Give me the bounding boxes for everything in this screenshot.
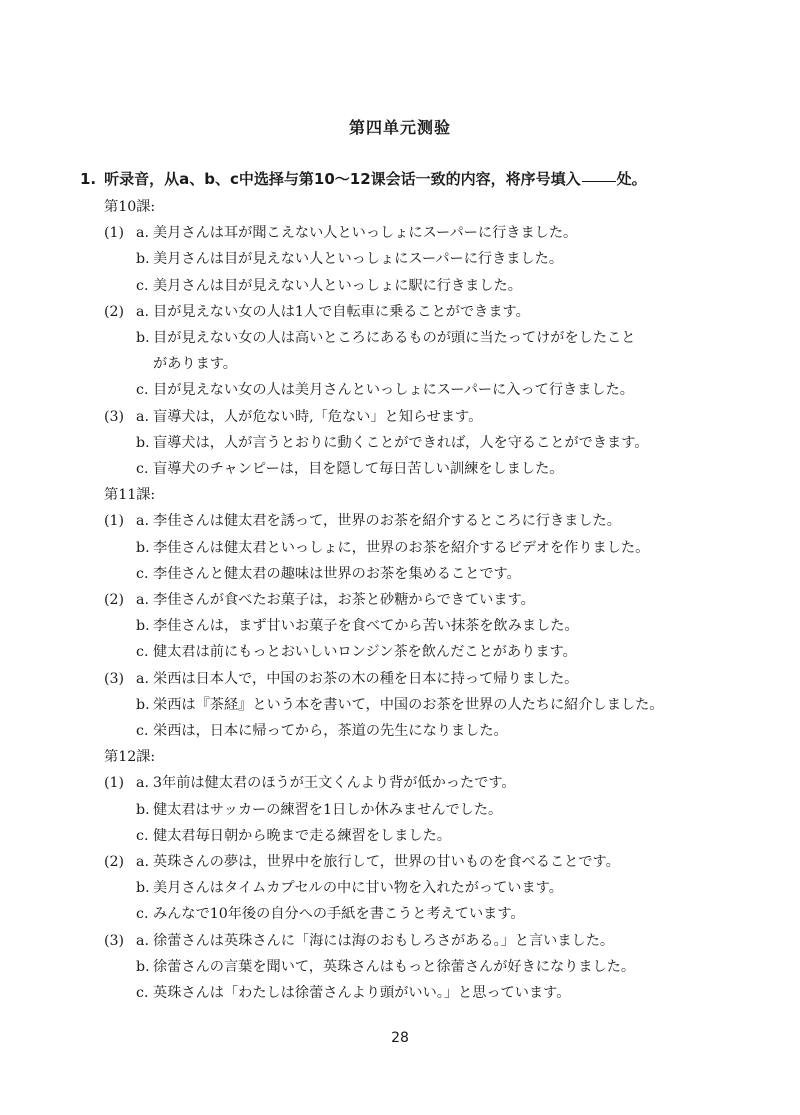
question-item: [0, 770, 800, 796]
option-line: [136, 797, 502, 823]
option-letter: c.: [136, 827, 149, 844]
option-letter: c.: [136, 461, 149, 477]
lesson-label: 第10課:: [104, 199, 156, 215]
option-line: [136, 823, 451, 849]
sub-question-number: (2): [104, 854, 125, 870]
option-text: 美月さんはタイムカプセルの中に甘い物を入れたがっています。: [153, 880, 563, 897]
option-text-continuation: があります。: [153, 356, 237, 373]
option-letter: a.: [136, 775, 149, 792]
question-item: [0, 404, 800, 430]
option-text: 李佳さんは健太君といっしょに，世界のお茶を紹介するビデオを作りました。: [153, 539, 650, 556]
option-letter: b.: [136, 801, 150, 818]
option-letter: a.: [136, 670, 149, 687]
sub-question-number: (1): [104, 225, 125, 242]
option-letter: b.: [136, 696, 150, 713]
option-text: みんなで10年後の自分への手紙を書こうと考えています。: [153, 906, 525, 923]
option-letter: c.: [136, 644, 149, 661]
option-text: 徐蕾さんの言葉を聞いて，英珠さんはもっと徐蕾さんが好きになりました。: [153, 958, 636, 975]
option-letter: c.: [136, 565, 149, 582]
option-line: [136, 639, 577, 665]
option-text: 徐蕾さんは英珠さんに「海には海のおもしろさがある。」と言いました。: [153, 932, 615, 949]
question-item: [0, 849, 800, 875]
question-item: [0, 587, 800, 613]
option-letter: a.: [136, 225, 149, 242]
question-item: [0, 220, 800, 246]
instruction-text: 听录音，从a、b、c中选择与第10～12课会话一致的内容，将序号填入: [104, 170, 581, 188]
option-line: [136, 561, 521, 587]
question-instruction: [80, 168, 770, 190]
question-item: [0, 928, 800, 954]
option-letter: b.: [136, 330, 150, 346]
option-text: 李佳さんと健太君の趣味は世界のお茶を集めることです。: [153, 565, 521, 582]
option-letter: c.: [136, 382, 149, 399]
sub-question-number: (3): [104, 670, 125, 687]
question-item: [0, 508, 800, 534]
option-line: [136, 718, 508, 744]
sub-question-number: (1): [104, 513, 125, 530]
option-text: 健太君毎日朝から晩まで走る練習をしました。: [153, 827, 451, 844]
question-number: 1.: [80, 170, 97, 188]
option-text: 盲導犬のチャンピーは，目を隠して毎日苦しい訓練をしました。: [153, 461, 564, 477]
option-text: 目が見えない女の人は高いところにあるものが頭に当たってけがをしたこと: [153, 330, 636, 346]
page-title: 第四单元测验: [348, 118, 451, 137]
option-line: [136, 273, 522, 299]
option-text: 健太君はサッカーの練習を1日しか休みませんでした。: [153, 801, 503, 818]
option-letter: b.: [136, 434, 150, 451]
option-text: 健太君は前にもっとおいしいロンジン茶を飲んだことがあります。: [153, 644, 577, 661]
option-text: 栄西は，日本に帰ってから，茶道の先生になりました。: [153, 723, 508, 739]
option-line: [136, 299, 530, 325]
lesson-label: 第12課:: [104, 749, 156, 766]
option-text: 英珠さんは「わたしは徐蕾さんより頭がいい。」と思っています。: [153, 985, 571, 1001]
option-line: [136, 246, 563, 272]
option-line: [136, 875, 563, 901]
option-text: 美月さんは目が見えない人といっしょにスーパーに行きました。: [153, 251, 564, 268]
option-line: [136, 954, 635, 980]
option-letter: b.: [136, 539, 150, 556]
option-letter: a.: [136, 303, 149, 320]
option-letter: b.: [136, 958, 150, 975]
option-line: [136, 613, 579, 639]
option-letter: c.: [136, 906, 149, 923]
option-letter: a.: [136, 854, 149, 870]
option-text: 李佳さんは健太君を誘って，世界のお茶を紹介するところに行きました。: [153, 513, 621, 530]
option-letter: a.: [136, 513, 149, 530]
option-line: [136, 404, 482, 430]
option-text: 目が見えない女の人は美月さんといっしょにスーパーに入って行きました。: [153, 382, 634, 399]
option-letter: a.: [136, 932, 149, 949]
option-text: 美月さんは耳が聞こえない人といっしょにスーパーに行きました。: [153, 225, 578, 242]
instruction-text-end: 处。: [616, 170, 647, 188]
option-letter: b.: [136, 251, 150, 268]
option-letter: b.: [136, 880, 150, 897]
option-line: [136, 587, 535, 613]
answer-blank: [582, 180, 616, 182]
sub-question-number: (2): [104, 303, 125, 320]
option-text: 美月さんは目が見えない人といっしょに駅に行きました。: [153, 277, 522, 294]
option-line: [136, 901, 525, 927]
sub-question-number: (2): [104, 592, 125, 608]
option-line: [136, 377, 634, 403]
option-line: [136, 325, 635, 351]
option-letter: c.: [136, 985, 149, 1001]
option-text: 栄西は『茶経』という本を書いて，中国のお茶を世界の人たちに紹介しました。: [153, 696, 664, 713]
question-item: [0, 299, 800, 325]
option-line: [136, 456, 563, 482]
option-text: 盲導犬は，人が危ない時,「危ない」と知らせます。: [153, 408, 483, 425]
option-letter: c.: [136, 723, 149, 739]
sub-question-number: (3): [104, 932, 125, 949]
option-line: [136, 508, 621, 534]
option-text: 3年前は健太君のほうが王文くんより背が低かったです。: [153, 775, 516, 792]
question-item: [0, 666, 800, 692]
option-text: 李佳さんが食べたお菓子は，お茶と砂糖からできています。: [153, 592, 535, 608]
option-line: [136, 980, 570, 1006]
option-letter: a.: [136, 592, 149, 608]
page-number: 28: [391, 1030, 409, 1046]
option-line: [136, 770, 516, 796]
option-line: [136, 220, 577, 246]
lesson-label: 第11課:: [104, 487, 156, 504]
option-text: 盲導犬は，人が言うとおりに動くことができれば，人を守ることができます。: [153, 434, 649, 451]
option-line: [136, 430, 648, 456]
option-line: [136, 535, 649, 561]
option-text: 栄西は日本人で，中国のお茶の木の種を日本に持って帰りました。: [153, 670, 579, 687]
option-text: 英珠さんの夢は，世界中を旅行して，世界の甘いものを食べることです。: [153, 854, 620, 870]
sub-question-number: (3): [104, 408, 125, 425]
option-text: 目が見えない女の人は1人で自転車に乗ることができます。: [153, 303, 530, 320]
option-line: [136, 692, 663, 718]
option-letter: c.: [136, 277, 149, 294]
option-line: [136, 849, 620, 875]
option-letter: a.: [136, 408, 149, 425]
option-text: 李佳さんは，まず甘いお菓子を食べてから苦い抹茶を飲みました。: [153, 618, 579, 635]
option-line: [136, 666, 578, 692]
option-line: [136, 928, 614, 954]
sub-question-number: (1): [104, 775, 125, 792]
option-letter: b.: [136, 618, 150, 635]
